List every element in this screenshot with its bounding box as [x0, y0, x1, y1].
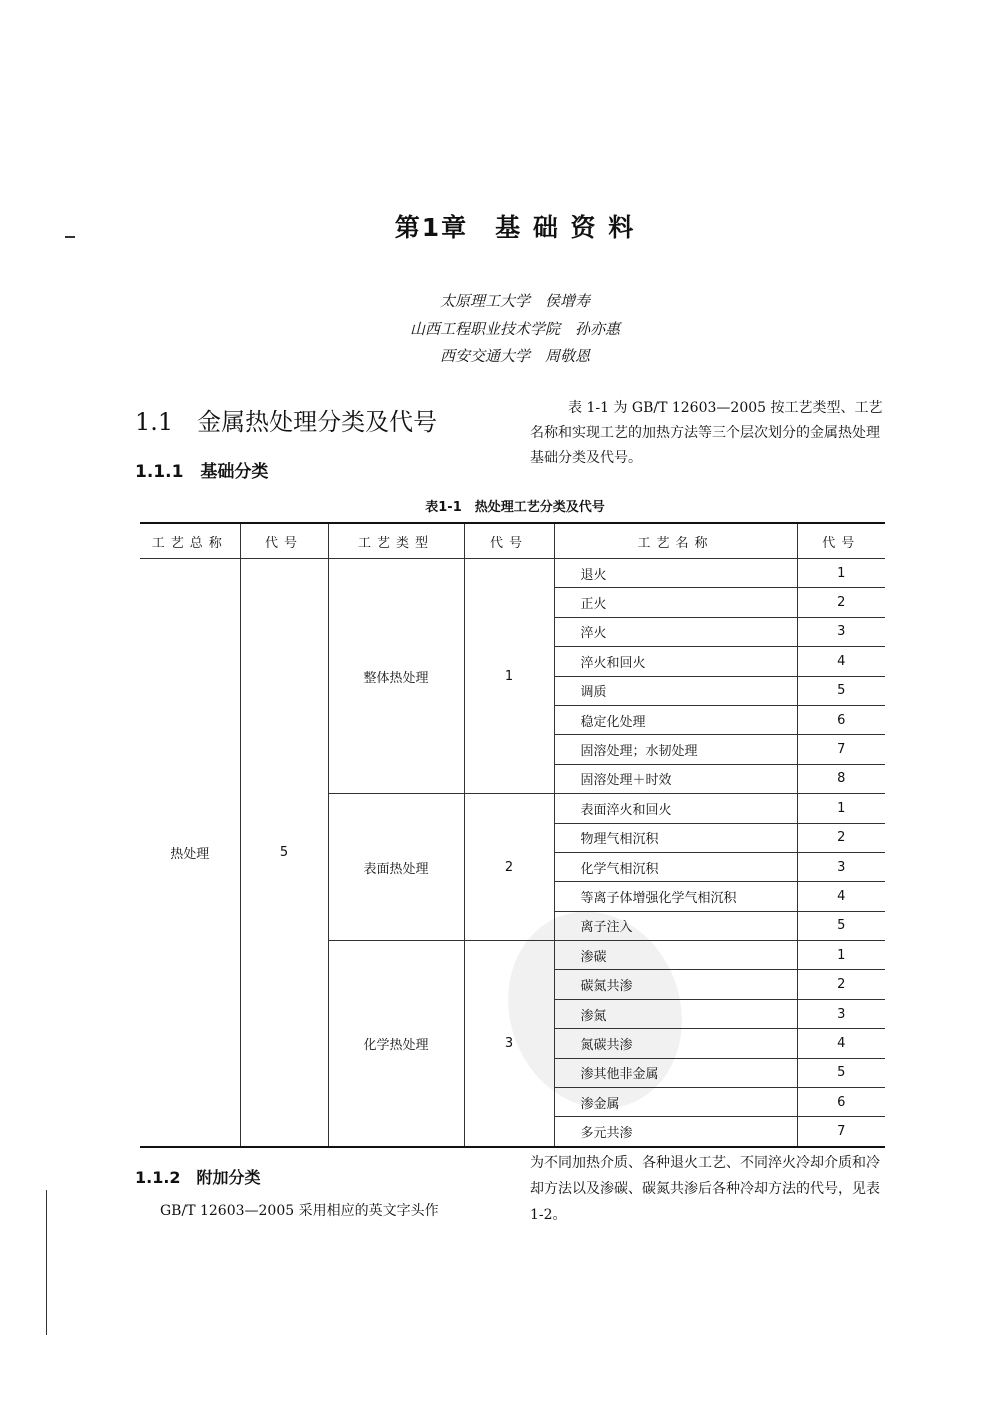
- process-code-cell: 2: [797, 970, 885, 999]
- column-header: 代号: [464, 523, 554, 559]
- subsection-heading: 1.1.2 附加分类: [135, 1168, 261, 1187]
- process-code-cell: 5: [797, 911, 885, 940]
- author-line: 西安交通大学 周敬恩: [439, 347, 590, 365]
- process-code-cell: 4: [797, 1029, 885, 1058]
- author-line: 山西工程职业技术学院 孙亦惠: [409, 320, 620, 338]
- author-line: 太原理工大学 侯增寿: [439, 292, 590, 310]
- column-header: 工艺名称: [554, 523, 797, 559]
- process-type-code-cell: 1: [464, 559, 554, 794]
- table-header-row: [140, 523, 885, 559]
- process-name-cell: 渗碳: [554, 941, 797, 970]
- process-type-cell: 表面热处理: [328, 794, 464, 941]
- process-name-cell: 表面淬火和回火: [554, 794, 797, 823]
- process-type-code-cell: 2: [464, 794, 554, 941]
- process-name-cell: 氮碳共渗: [554, 1029, 797, 1058]
- process-code-cell: 3: [797, 617, 885, 646]
- process-name-cell: 等离子体增强化学气相沉积: [554, 882, 797, 911]
- column-header: 代号: [797, 523, 885, 559]
- process-code-cell: 4: [797, 882, 885, 911]
- section-heading: 1.1 金属热处理分类及代号: [135, 408, 438, 436]
- process-name-cell: 渗金属: [554, 1088, 797, 1117]
- paragraph: GB/T 12603—2005 采用相应的英文字头作: [160, 1203, 439, 1219]
- process-type-code-cell: 3: [464, 941, 554, 1147]
- process-code-cell: 2: [797, 823, 885, 852]
- process-name-cell: 淬火和回火: [554, 647, 797, 676]
- process-name-cell: 固溶处理；水韧处理: [554, 735, 797, 764]
- table-caption: 表1-1 热处理工艺分类及代号: [425, 500, 605, 515]
- process-name-cell: 多元共渗: [554, 1117, 797, 1147]
- process-type-cell: 化学热处理: [328, 941, 464, 1147]
- process-name-cell: 淬火: [554, 617, 797, 646]
- process-name-cell: 物理气相沉积: [554, 823, 797, 852]
- process-code-cell: 6: [797, 705, 885, 734]
- process-code-cell: 4: [797, 647, 885, 676]
- process-code-cell: 5: [797, 676, 885, 705]
- column-header: 工艺类型: [328, 523, 464, 559]
- general-name-cell: 热处理: [140, 559, 240, 1147]
- process-name-cell: 固溶处理＋时效: [554, 764, 797, 793]
- process-name-cell: 正火: [554, 588, 797, 617]
- process-code-cell: 3: [797, 999, 885, 1028]
- process-code-cell: 3: [797, 852, 885, 881]
- process-name-cell: 稳定化处理: [554, 705, 797, 734]
- process-name-cell: 化学气相沉积: [554, 852, 797, 881]
- process-code-cell: 7: [797, 735, 885, 764]
- process-code-cell: 7: [797, 1117, 885, 1147]
- process-name-cell: 调质: [554, 676, 797, 705]
- process-code-cell: 1: [797, 941, 885, 970]
- process-name-cell: 离子注入: [554, 911, 797, 940]
- column-header: 工艺总称: [140, 523, 240, 559]
- table-row: [140, 559, 885, 588]
- classification-table: [140, 522, 885, 1148]
- column-header: 代号: [240, 523, 328, 559]
- process-name-cell: 退火: [554, 559, 797, 588]
- process-code-cell: 1: [797, 559, 885, 588]
- process-code-cell: 1: [797, 794, 885, 823]
- process-code-cell: 6: [797, 1088, 885, 1117]
- paragraph-continued: 为不同加热介质、各种退火工艺、不同淬火冷却介质和冷却方法以及渗碳、碳氮共渗后各种冷却方法的代号，见表 1-2。: [530, 1155, 880, 1223]
- margin-line: [46, 1190, 47, 1335]
- process-name-cell: 渗其他非金属: [554, 1058, 797, 1087]
- process-type-cell: 整体热处理: [328, 559, 464, 794]
- process-code-cell: 8: [797, 764, 885, 793]
- process-code-cell: 5: [797, 1058, 885, 1087]
- intro-paragraph: 表 1-1 为 GB/T 12603—2005 按工艺类型、工艺名称和实现工艺的加热方法等三个层次划分的金属热处理基础分类及代号。: [530, 400, 883, 466]
- process-name-cell: 碳氮共渗: [554, 970, 797, 999]
- chapter-title: 第1章 基 础 资 料: [394, 213, 636, 242]
- process-code-cell: 2: [797, 588, 885, 617]
- subsection-heading: 1.1.1 基础分类: [135, 462, 269, 482]
- general-code-cell: 5: [240, 559, 328, 1147]
- process-name-cell: 渗氮: [554, 999, 797, 1028]
